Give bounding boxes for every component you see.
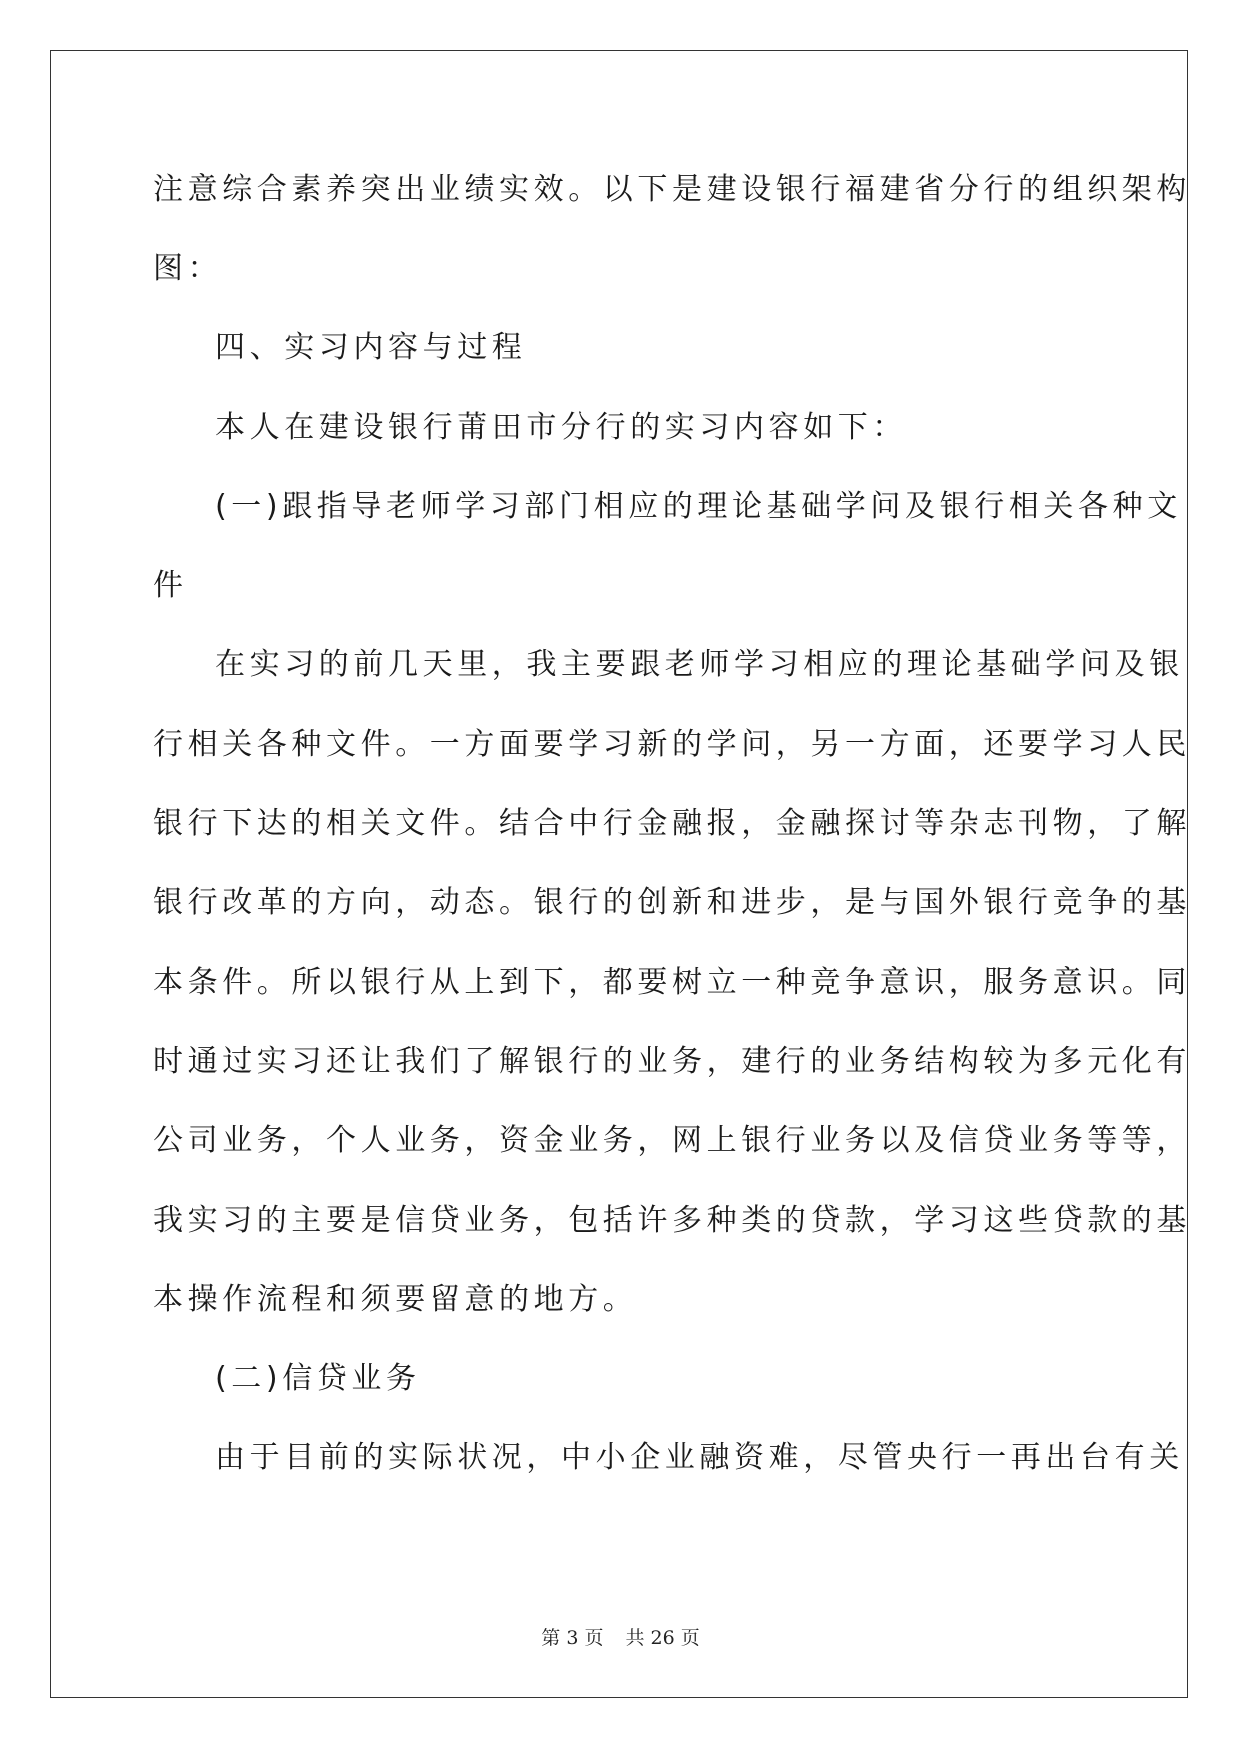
paragraph-line: 行相关各种文件。一方面要学习新的学问，另一方面，还要学习人民 — [153, 727, 1191, 762]
total-pages: 共 26 页 — [625, 1627, 700, 1649]
subsection-heading-continued: 件 — [153, 568, 188, 603]
page-footer — [0, 1626, 1241, 1650]
paragraph-line: 图： — [153, 251, 223, 286]
paragraph-line: 银行改革的方向，动态。银行的创新和进步，是与国外银行竞争的基 — [153, 885, 1191, 920]
subsection-heading: (二)信贷业务 — [215, 1361, 421, 1396]
section-heading: 四、实习内容与过程 — [215, 330, 527, 365]
paragraph-line: 在实习的前几天里，我主要跟老师学习相应的理论基础学问及银 — [215, 647, 1184, 682]
paragraph-line: 本操作流程和须要留意的地方。 — [153, 1282, 638, 1317]
page-number: 第 3 页 — [541, 1627, 604, 1649]
paragraph-line: 公司业务，个人业务，资金业务，网上银行业务以及信贷业务等等， — [153, 1123, 1191, 1158]
paragraph-line: 银行下达的相关文件。结合中行金融报，金融探讨等杂志刊物，了解 — [153, 806, 1191, 841]
paragraph-line: 由于目前的实际状况，中小企业融资难，尽管央行一再出台有关 — [215, 1440, 1184, 1475]
paragraph-line: 本条件。所以银行从上到下，都要树立一种竞争意识，服务意识。同 — [153, 965, 1191, 1000]
subsection-heading: (一)跟指导老师学习部门相应的理论基础学问及银行相关各种文 — [215, 489, 1182, 524]
paragraph-line: 注意综合素养突出业绩实效。以下是建设银行福建省分行的组织架构 — [153, 172, 1191, 207]
paragraph-line: 本人在建设银行莆田市分行的实习内容如下： — [215, 410, 907, 445]
paragraph-line: 我实习的主要是信贷业务，包括许多种类的贷款，学习这些贷款的基 — [153, 1203, 1191, 1238]
paragraph-line: 时通过实习还让我们了解银行的业务，建行的业务结构较为多元化有 — [153, 1044, 1191, 1079]
